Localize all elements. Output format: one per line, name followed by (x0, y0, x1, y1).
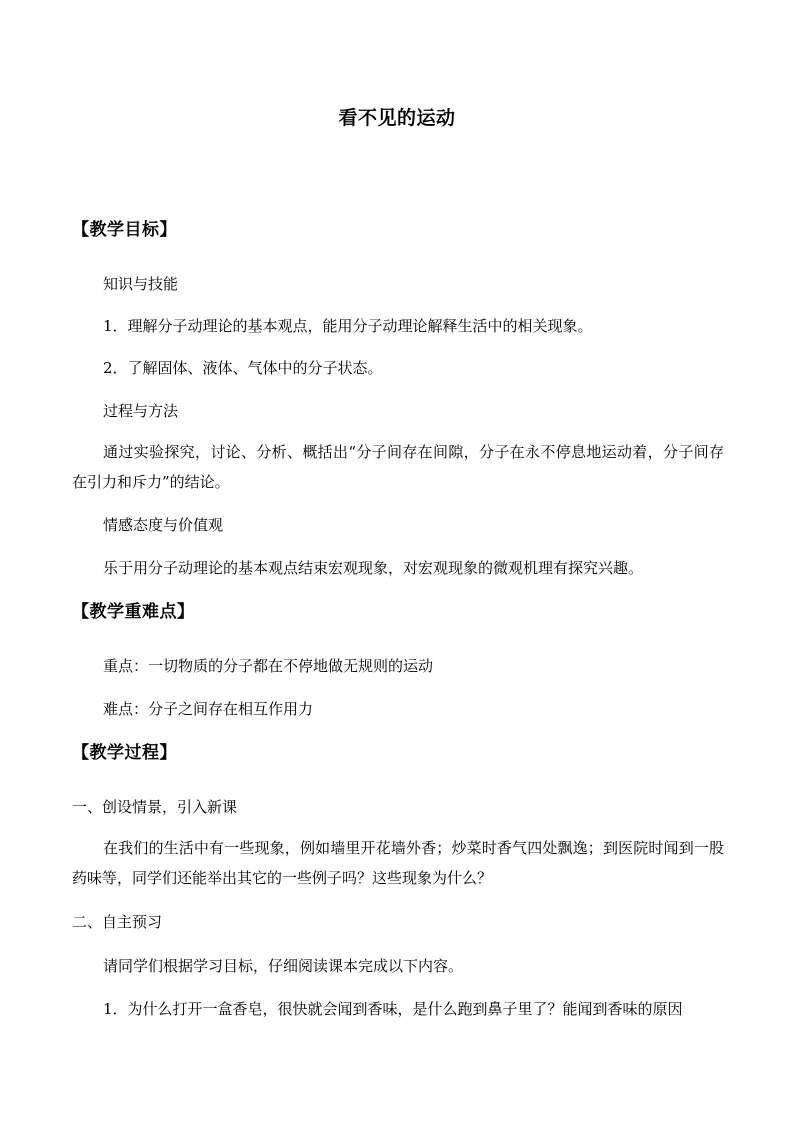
process-part-2-question-1: 1．为什么打开一盒香皂，很快就会闻到香味，是什么跑到鼻子里了？能闻到香味的原因 (103, 1000, 683, 1018)
subheading-knowledge: 知识与技能 (103, 275, 179, 293)
process-paragraph: 通过实验探究，讨论、分析、概括出“分子间存在间隙，分子在永不停息地运动着，分子间存在引力和斥力”的结论。 (72, 443, 724, 491)
process-part-2-title: 二、自主预习 (72, 913, 163, 931)
process-part-1-paragraph: 在我们的生活中有一些现象，例如墙里开花墙外香；炒菜时香气四处飘逸；到医院时闻到一股药味等，同学们还能举出其它的一些例子吗？这些现象为什么？ (72, 839, 724, 887)
subheading-process: 过程与方法 (103, 402, 179, 420)
objective-item-2: 2．了解固体、液体、气体中的分子状态。 (103, 359, 383, 377)
section-heading-objectives: 【教学目标】 (72, 220, 177, 240)
process-part-1-title: 一、创设情景，引入新课 (72, 798, 238, 816)
section-heading-key-points: 【教学重难点】 (72, 602, 195, 622)
key-point: 重点：一切物质的分子都在不停地做无规则的运动 (103, 657, 434, 675)
subheading-attitude: 情感态度与价值观 (103, 516, 224, 534)
difficult-point: 难点：分子之间存在相互作用力 (103, 700, 314, 718)
process-part-2-intro: 请同学们根据学习目标，仔细阅读课本完成以下内容。 (103, 957, 464, 975)
document-title: 看不见的运动 (338, 107, 456, 129)
objective-item-1: 1．理解分子动理论的基本观点，能用分子动理论解释生活中的相关现象。 (103, 317, 593, 335)
section-heading-process: 【教学过程】 (72, 743, 177, 763)
attitude-paragraph: 乐于用分子动理论的基本观点结束宏观现象，对宏观现象的微观机理有探究兴趣。 (103, 559, 644, 577)
